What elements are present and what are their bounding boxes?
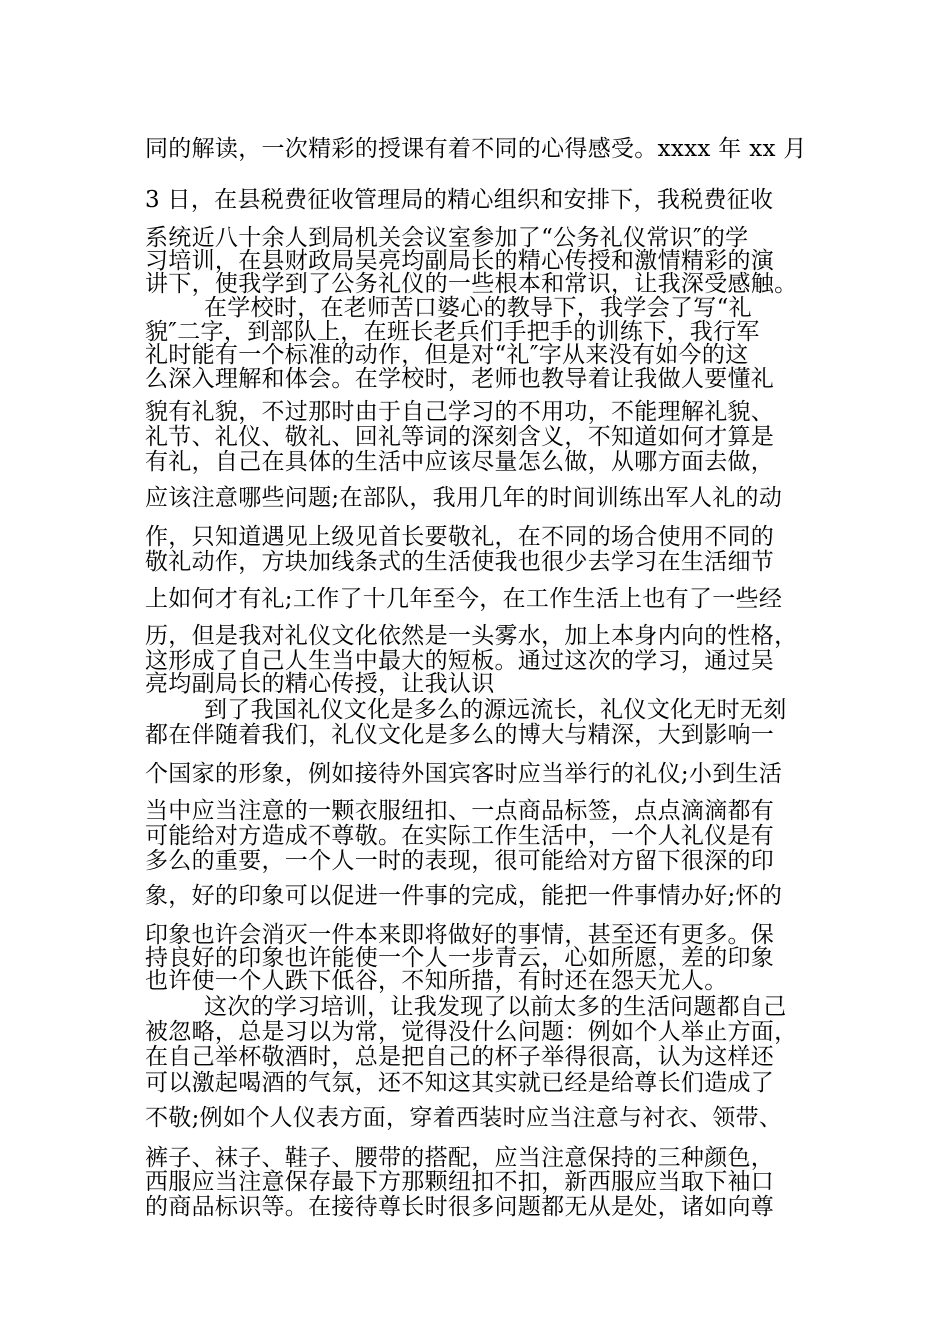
text-line: 习培训，在县财政局吴亮均副局长的精心传授和激情精彩的演 <box>145 248 775 274</box>
text-line: 都在伴随着我们，礼仪文化是多么的博大与精深，大到影响一 <box>145 722 775 748</box>
text-line: 敬礼动作，方块加线条式的生活使我也很少去学习在生活细节 <box>145 549 775 575</box>
text-line: 亮均副局长的精心传授，让我认识 <box>145 671 495 697</box>
text-line: 系统近八十余人到局机关会议室参加了“公务礼仪常识″的学 <box>145 225 749 251</box>
text-line: 西服应当注意保存最下方那颗纽扣不扣，新西服应当取下袖口 <box>145 1169 775 1195</box>
text-line: 可能给对方造成不尊敬。在实际工作生活中，一个人礼仪是有 <box>145 823 775 849</box>
text-line: 礼时能有一个标准的动作，但是对“礼″字从来没有如今的这 <box>145 342 749 368</box>
text-line: 个国家的形象，例如接待外国宾客时应当举行的礼仪;小到生活 <box>145 761 783 787</box>
text-line: 上如何才有礼;工作了十几年至今，在工作生活上也有了一些经 <box>145 586 783 612</box>
text-line: 貌″二字，到部队上，在班长老兵们手把手的训练下，我行军 <box>145 319 760 345</box>
text-line: 有礼，自己在具体的生活中应该尽量怎么做，从哪方面去做， <box>145 449 775 475</box>
text-line: 在自己举杯敬酒时，总是把自己的杯子举得很高，认为这样还 <box>145 1044 775 1070</box>
text-line: 同的解读，一次精彩的授课有着不同的心得感受。xxxx 年 xx 月 <box>145 136 807 162</box>
text-line: 貌有礼貌，不过那时由于自己学习的不用功，不能理解礼貌、 <box>145 399 775 425</box>
text-line: 被忽略，总是习以为常，觉得没什么问题：例如个人举止方面， <box>145 1019 798 1045</box>
text-line: 作，只知道遇见上级见首长要敬礼，在不同的场合使用不同的 <box>145 524 775 550</box>
text-line: 象，好的印象可以促进一件事的完成，能把一件事情办好;怀的 <box>145 883 783 909</box>
text-line: 这形成了自己人生当中最大的短板。通过这次的学习，通过吴 <box>145 648 775 674</box>
text-line: 持良好的印象也许能使一个人一步青云，心如所愿，差的印象 <box>145 945 775 971</box>
text-line: 的商品标识等。在接待尊长时很多问题都无从是处，诸如向尊 <box>145 1194 775 1220</box>
text-line: 3 日，在县税费征收管理局的精心组织和安排下，我税费征收 <box>145 187 774 213</box>
text-line: 么深入理解和体会。在学校时，老师也教导着让我做人要懂礼 <box>145 366 775 392</box>
text-line: 应该注意哪些问题;在部队，我用几年的时间训练出军人礼的动 <box>145 485 783 511</box>
text-line: 不敬;例如个人仪表方面，穿着西装时应当注意与衬衣、领带、 <box>145 1105 783 1131</box>
text-line: 印象也许会消灭一件本来即将做好的事情，甚至还有更多。保 <box>145 922 775 948</box>
text-line: 当中应当注意的一颗衣服纽扣、一点商品标签，点点滴滴都有 <box>145 798 775 824</box>
text-line: 历，但是我对礼仪文化依然是一头雾水，加上本身内向的性格， <box>145 623 798 649</box>
text-line: 裤子、袜子、鞋子、腰带的搭配，应当注意保持的三种颜色， <box>145 1145 775 1171</box>
paragraph-first-line: 在学校时，在老师苦口婆心的教导下，我学会了写“礼 <box>204 295 752 321</box>
text-line: 讲下，使我学到了公务礼仪的一些根本和常识，让我深受感触。 <box>145 271 798 297</box>
paragraph-first-line: 这次的学习培训，让我发现了以前太多的生活问题都自己 <box>204 994 787 1020</box>
text-line: 多么的重要，一个人一时的表现，很可能给对方留下很深的印 <box>145 848 775 874</box>
paragraph-first-line: 到了我国礼仪文化是多么的源远流长，礼仪文化无时无刻 <box>204 697 787 723</box>
text-line: 也许使一个人跌下低谷，不知所措，有时还在怨天尤人。 <box>145 968 728 994</box>
text-line: 可以激起喝酒的气氛，还不知这其实就已经是给尊长们造成了 <box>145 1070 775 1096</box>
text-line: 礼节、礼仪、敬礼、回礼等词的深刻含义，不知道如何才算是 <box>145 424 775 450</box>
